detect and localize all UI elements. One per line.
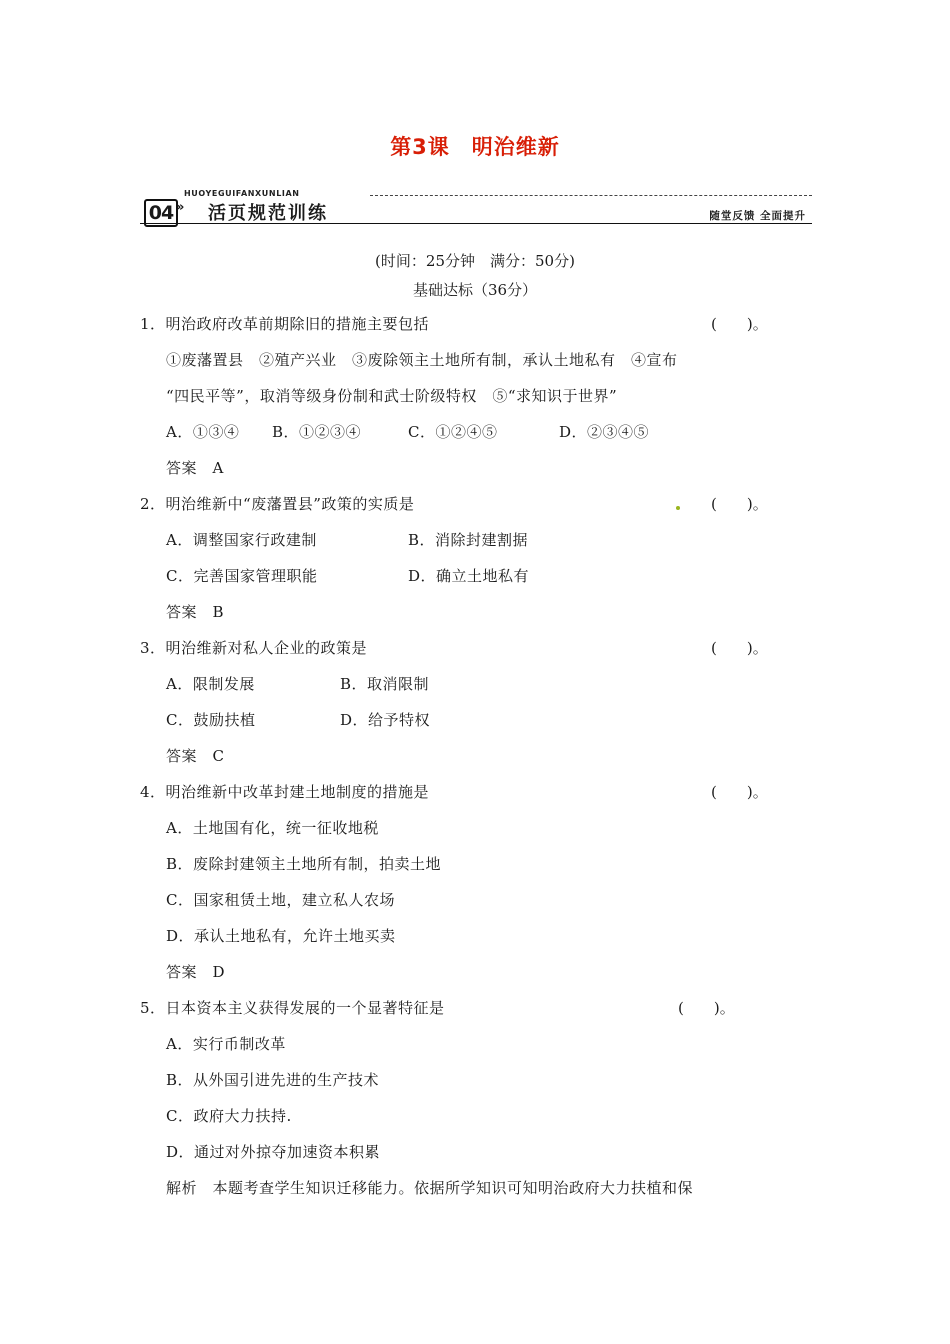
question-2-option-c: C．完善国家管理职能 bbox=[166, 567, 318, 585]
banner-rule bbox=[140, 223, 812, 224]
banner-slogan: 随堂反馈 全面提升 bbox=[709, 210, 806, 222]
question-5-option-c: C．政府大力扶持. bbox=[166, 1107, 292, 1125]
question-4-option-b: B．废除封建领主土地所有制，拍卖土地 bbox=[166, 855, 442, 873]
question-1-option-b: B．①②③④ bbox=[272, 423, 362, 441]
question-5-stem: 5．日本资本主义获得发展的一个显著特征是 bbox=[140, 999, 445, 1017]
question-1-option-d: D．②③④⑤ bbox=[559, 423, 650, 441]
question-3-option-d: D．给予特权 bbox=[340, 711, 431, 729]
question-4-answer: 答案 D bbox=[166, 963, 226, 981]
question-1-option-a: A．①③④ bbox=[166, 423, 240, 441]
question-1-text-line-2: “四民平等”，取消等级身份制和武士阶级特权 ⑤“求知识于世界” bbox=[166, 387, 618, 405]
banner-title: 活页规范训练 bbox=[208, 203, 328, 224]
time-info: (时间：25分钟 满分：50分) bbox=[375, 252, 575, 270]
question-1-answer-blank: ( )。 bbox=[711, 315, 768, 333]
question-2-option-b: B．消除封建割据 bbox=[408, 531, 529, 549]
question-3-option-b: B．取消限制 bbox=[340, 675, 430, 693]
question-5-option-a: A．实行币制改革 bbox=[166, 1035, 286, 1053]
question-2-answer: 答案 B bbox=[166, 603, 225, 621]
question-5-option-d: D．通过对外掠夺加速资本积累 bbox=[166, 1143, 381, 1161]
question-2-stem: 2．明治维新中“废藩置县”政策的实质是 bbox=[140, 495, 415, 513]
question-5-option-b: B．从外国引进先进的生产技术 bbox=[166, 1071, 380, 1089]
stray-dot-mark bbox=[676, 506, 680, 510]
section-title: 基础达标（36分） bbox=[412, 281, 538, 299]
banner-number-badge: 04 bbox=[144, 199, 178, 227]
chevron-right-icon: » bbox=[176, 200, 185, 215]
question-1-text-line-1: ①废藩置县 ②殖产兴业 ③废除领主土地所有制，承认土地私有 ④宣布 bbox=[166, 351, 678, 369]
question-3-answer: 答案 C bbox=[166, 747, 225, 765]
question-1-option-c: C．①②④⑤ bbox=[408, 423, 498, 441]
question-4-option-c: C．国家租赁土地，建立私人农场 bbox=[166, 891, 395, 909]
question-4-option-a: A．土地国有化，统一征收地税 bbox=[166, 819, 379, 837]
question-4-answer-blank: ( )。 bbox=[711, 783, 768, 801]
section-banner bbox=[140, 186, 812, 226]
question-5-analysis: 解析 本题考查学生知识迁移能力。依据所学知识可知明治政府大力扶植和保 bbox=[166, 1179, 694, 1197]
question-3-answer-blank: ( )。 bbox=[711, 639, 768, 657]
question-4-stem: 4．明治维新中改革封建土地制度的措施是 bbox=[140, 783, 430, 801]
question-1-answer: 答案 A bbox=[166, 459, 224, 477]
question-5-answer-blank: ( )。 bbox=[678, 999, 735, 1017]
question-3-option-a: A．限制发展 bbox=[166, 675, 255, 693]
question-2-option-a: A．调整国家行政建制 bbox=[166, 531, 317, 549]
question-2-answer-blank: ( )。 bbox=[711, 495, 768, 513]
banner-dotted-line bbox=[370, 195, 812, 196]
question-3-option-c: C．鼓励扶植 bbox=[166, 711, 256, 729]
lesson-title: 第3课 明治维新 bbox=[390, 135, 560, 159]
question-3-stem: 3．明治维新对私人企业的政策是 bbox=[140, 639, 368, 657]
question-4-option-d: D．承认土地私有，允许土地买卖 bbox=[166, 927, 396, 945]
banner-pinyin: HUOYEGUIFANXUNLIAN bbox=[184, 189, 300, 198]
question-1-stem: 1．明治政府改革前期除旧的措施主要包括 bbox=[140, 315, 430, 333]
question-2-option-d: D．确立土地私有 bbox=[408, 567, 530, 585]
